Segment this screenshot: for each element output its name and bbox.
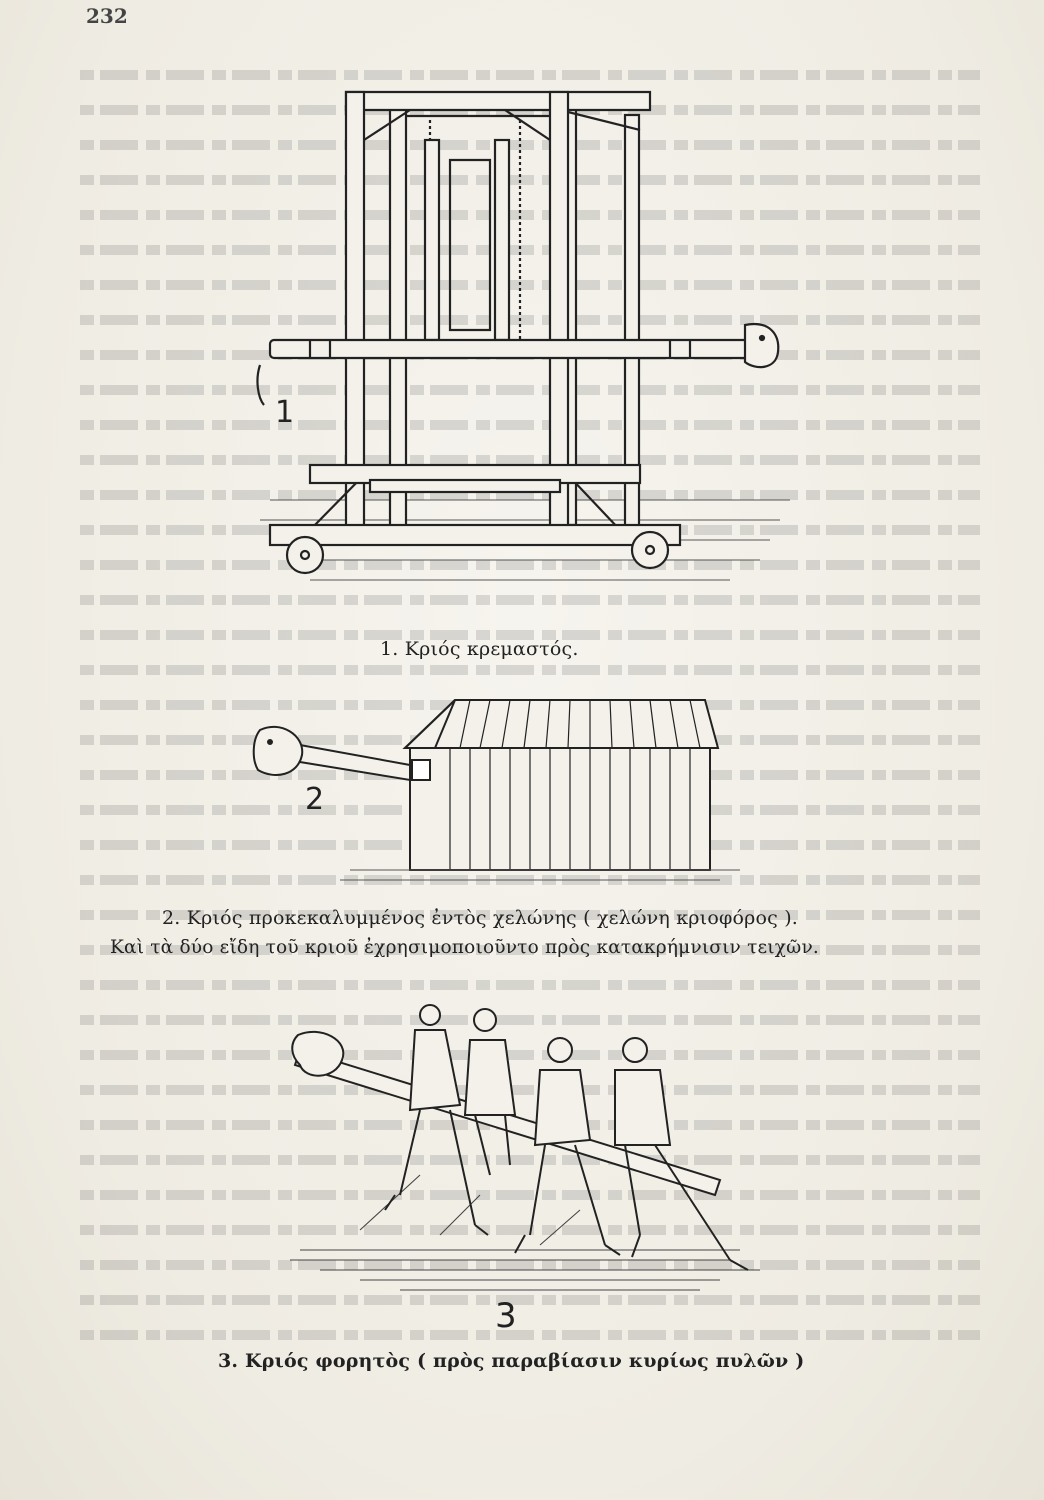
figure-2-note: Καὶ τὰ δύο εἴδη τοῦ κριοῦ ἐχρησιμοποιοῦντο πρὸς κατακρήμνισιν τειχῶν. xyxy=(110,937,819,958)
figure-3-number: 3 xyxy=(495,1296,517,1336)
figure-3-caption: 3. Κριός φορητὸς ( πρὸς παραβίασιν κυρίως πυλῶν ) xyxy=(218,1350,805,1372)
figure-2-number: 2 xyxy=(305,782,325,817)
figure-1-number: 1 xyxy=(275,395,295,430)
figure-1-caption: 1. Κριός κρεμαστός. xyxy=(380,638,579,660)
figure-portable-ram xyxy=(260,995,780,1305)
figure-2-caption: 2. Κριός προκεκαλυμμένος ἐντὸς χελώνης ( χελώνη κριοφόρος ). xyxy=(162,907,799,929)
page-number: 232 xyxy=(86,4,128,28)
figure-hanging-ram xyxy=(250,80,810,600)
